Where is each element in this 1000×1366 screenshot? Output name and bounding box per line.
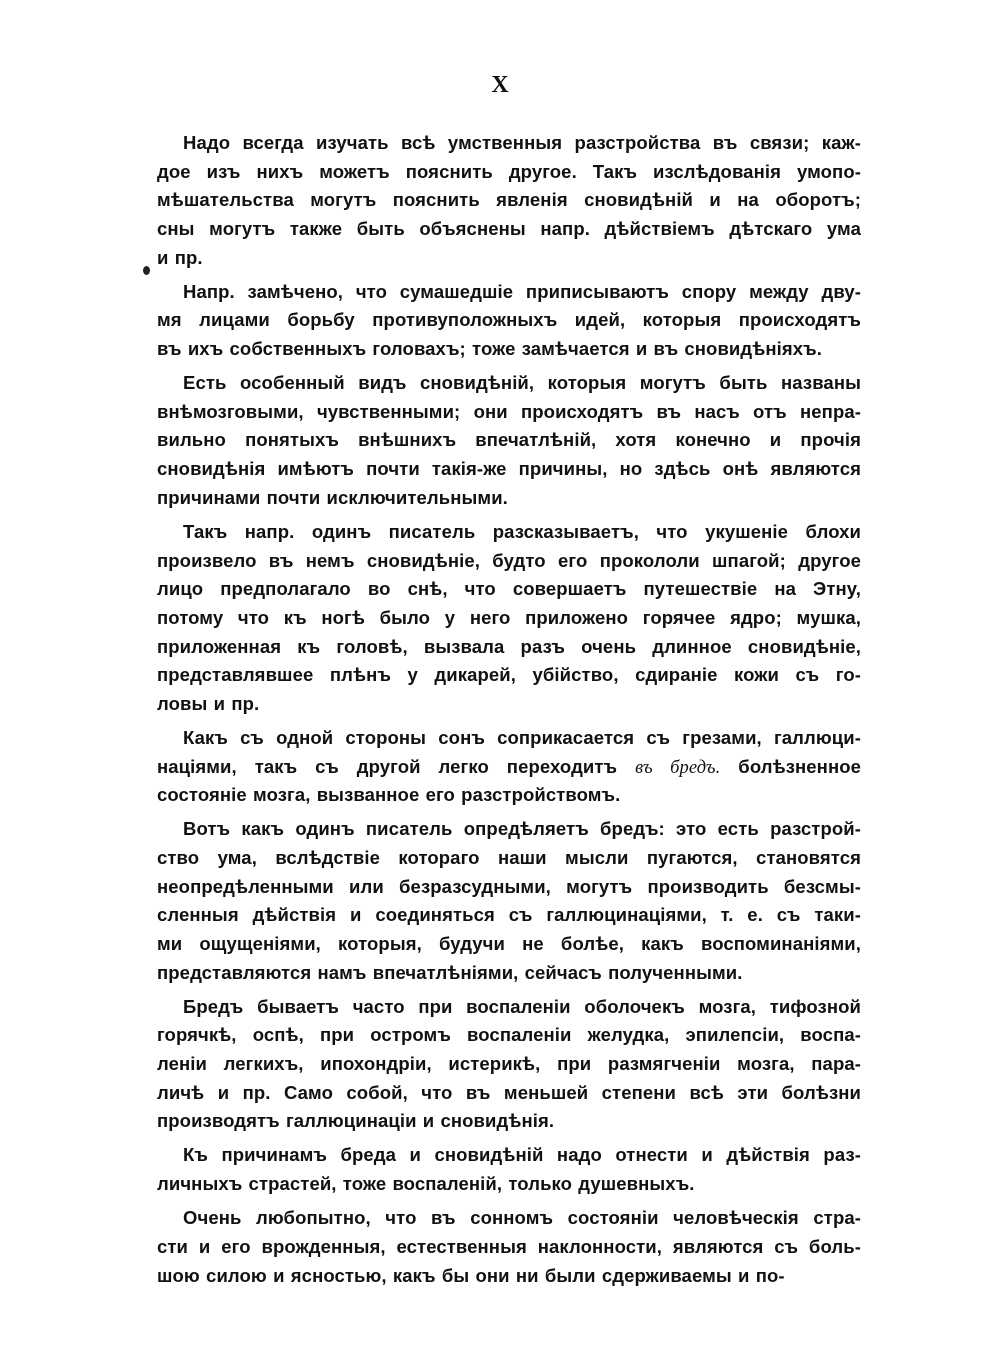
text-line: вильно понятыхъ внѣшнихъ впечатлѣній, хотя конечно и прочія: [157, 429, 861, 451]
text-line: произвело въ немъ сновидѣніе, будто его прокололи шпагой; другое: [157, 549, 861, 571]
text-line: Къ причинамъ бреда и сновидѣній надо отнести и дѣйствія раз-: [183, 1144, 861, 1166]
text-line: ловы и пр.: [157, 692, 260, 714]
text-line: мя лицами борьбу противуположныхъ идей, которыя происходятъ: [157, 309, 861, 331]
text-line: въ ихъ собственныхъ головахъ; тоже замѣчается и въ сновидѣніяхъ.: [157, 338, 822, 360]
text-line: производятъ галлюцинаціи и сновидѣнія.: [157, 1110, 555, 1132]
text-line: леніи легкихъ, ипохондріи, истерикѣ, при размягченіи мозга, пара-: [157, 1053, 861, 1075]
paragraph: [157, 278, 861, 364]
text-line: и пр.: [157, 246, 203, 268]
text-line: Надо всегда изучать всѣ умственныя разстройства въ связи; каж-: [183, 132, 861, 153]
text-line: неопредѣленными или безразсудными, могутъ производить безсмы-: [157, 875, 861, 897]
text-line: Есть особенный видъ сновидѣній, которыя могутъ быть названы: [183, 372, 861, 394]
italic-text: въ бредъ.: [635, 757, 721, 778]
text-line: ми ощущеніями, которыя, будучи не болѣе, какъ воспоминаніями,: [157, 933, 861, 955]
paragraph: [157, 1204, 861, 1290]
text-line: шою силою и ясностью, какъ бы они ни были сдерживаемы и по-: [157, 1264, 785, 1286]
text-line: Напр. замѣчено, что сумашедшіе приписываютъ спору между дву-: [183, 280, 861, 302]
text-segment: болѣзненное: [720, 755, 862, 777]
paragraph: [157, 993, 861, 1136]
text-line: представляются намъ впечатлѣніями, сейчасъ полученными.: [157, 961, 743, 983]
paragraph: [157, 724, 861, 810]
page-number: X: [491, 72, 509, 98]
text-line: горячкѣ, оспѣ, при остромъ воспаленіи желудка, эпилепсіи, воспа-: [157, 1024, 861, 1046]
text-line: ство ума, вслѣдствіе котораго наши мысли пугаются, становятся: [157, 846, 861, 868]
paragraph: [157, 369, 861, 512]
text-line: Такъ напр. одинъ писатель разсказываетъ, что укушеніе блохи: [183, 520, 861, 542]
text-line: приложенная къ головѣ, вызвала разъ очень длинное сновидѣніе,: [157, 635, 861, 657]
text-line: Какъ съ одной стороны сонъ соприкасается съ грезами, галлюци-: [183, 726, 861, 748]
text-line: дое изъ нихъ можетъ пояснить другое. Такъ изслѣдованія умопо-: [157, 160, 861, 182]
text-line: мѣшательства могутъ пояснить явленія сновидѣній и на оборотъ;: [157, 189, 861, 211]
text-line: потому что къ ногѣ было у него приложено горячее ядро; мушка,: [157, 606, 861, 628]
text-line: сти и его врожденныя, естественныя наклонности, являются съ боль-: [157, 1235, 861, 1257]
text-line: [157, 753, 861, 782]
text-line: сны могутъ также быть объяснены напр. дѣйствіемъ дѣтскаго ума: [157, 218, 861, 240]
paragraph: [157, 815, 861, 987]
text-line: Бредъ бываетъ часто при воспаленіи оболочекъ мозга, тифозной: [183, 995, 861, 1017]
paragraph: [157, 1141, 861, 1198]
text-segment: націями, такъ съ другой легко переходитъ: [157, 755, 636, 777]
text-line: представлявшее плѣнъ у дикарей, убійство, сдираніе кожи съ го-: [157, 664, 861, 686]
ink-smudge: [143, 266, 150, 275]
text-line: личныхъ страстей, тоже воспаленій, только душевныхъ.: [157, 1173, 695, 1195]
text-line: внѣмозговыми, чувственными; они происходятъ въ насъ отъ непра-: [157, 400, 861, 422]
text-line: Вотъ какъ одинъ писатель опредѣляетъ бредъ: это есть разстрой-: [183, 818, 861, 840]
text-line: Очень любопытно, что въ сонномъ состояніи человѣческія стра-: [183, 1207, 861, 1229]
text-line: сновидѣнія имѣютъ почти такія-же причины, но здѣсь онѣ являются: [157, 458, 861, 480]
text-line: причинами почти исключительными.: [157, 486, 508, 508]
paragraph: [157, 518, 861, 719]
body-text: [157, 129, 861, 1295]
text-line: личѣ и пр. Само собой, что въ меньшей степени всѣ эти болѣзни: [157, 1081, 861, 1103]
text-line: лицо предполагало во снѣ, что совершаетъ путешествіе на Этну,: [157, 578, 861, 600]
text-line: состояніе мозга, вызванное его разстройствомъ.: [157, 784, 621, 806]
text-line: сленныя дѣйствія и соединяться съ галлюцинаціями, т. е. съ таки-: [157, 904, 861, 926]
paragraph: [157, 129, 861, 272]
